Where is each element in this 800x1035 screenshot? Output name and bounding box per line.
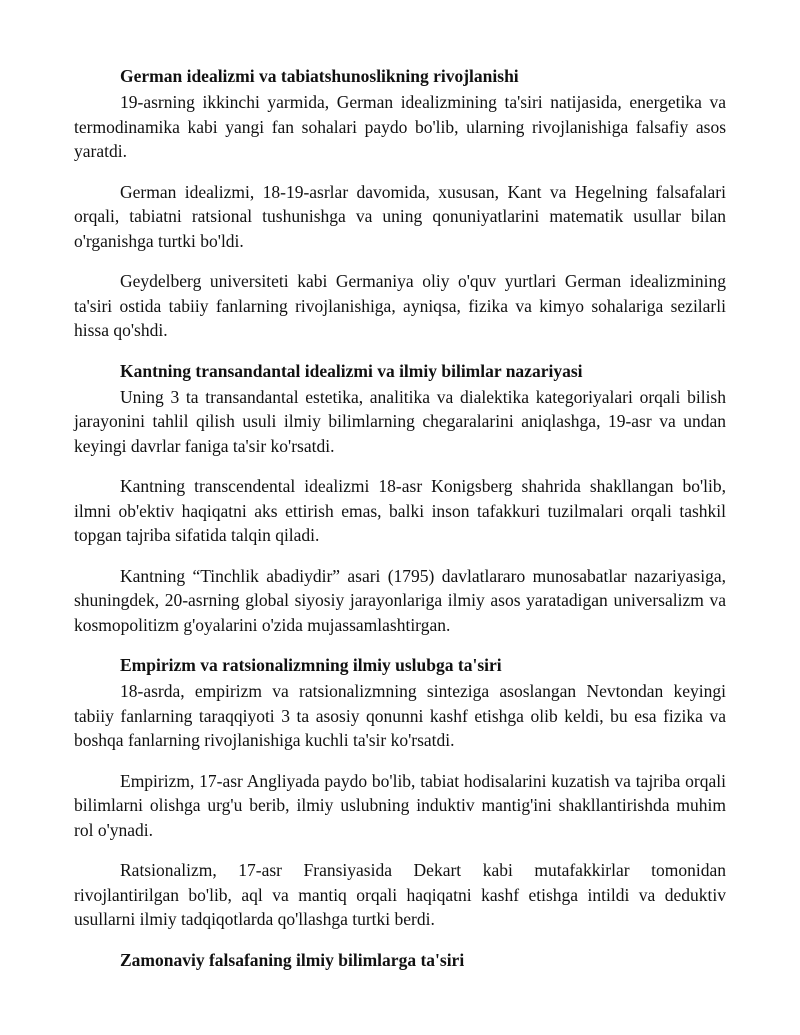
document-page: [74, 64, 726, 976]
paragraph: 19-asrning ikkinchi yarmida, German idealizmining ta'siri natijasida, energetika va termodinamika kabi yangi fan sohalari paydo bo'lib, ularning rivojlanishiga falsafiy asos yaratdi.: [74, 92, 726, 161]
section-heading: Zamonaviy falsafaning ilmiy bilimlarga ta'siri: [120, 949, 465, 970]
paragraph: 18-asrda, empirizm va ratsionalizmning sinteziga asoslangan Nevtondan keyingi tabiiy fanlarning taraqqiyoti 3 ta asosiy qonunni kashf etishga olib keldi, bu esa fizika va boshqa fanlarning rivojlanishiga kuchli ta'sir ko'rsatdi.: [74, 681, 726, 750]
section-kant-idealism: [74, 359, 726, 638]
paragraph: Kantning “Tinchlik abadiydir” asari (1795) davlatlararo munosabatlar nazariyasiga, shuningdek, 20-asrning global siyosiy jarayonlariga ilmiy asos yaratadigan universalizm va kosmopolitizm g'oyalarini o'zida mujassamlashtirgan.: [74, 565, 726, 635]
section-heading: Empirizm va ratsionalizmning ilmiy uslubga ta'siri: [120, 655, 502, 675]
section-heading: Kantning transandantal idealizmi va ilmiy bilimlar nazariyasi: [120, 360, 583, 381]
paragraph: Geydelberg universiteti kabi Germaniya oliy o'quv yurtlari German idealizmining ta'siri ostida tabiiy fanlarning rivojlanishiga, ayniqsa, fizika va kimyo sohalariga sezilarli hissa qo'shdi.: [74, 271, 726, 340]
paragraph: Ratsionalizm, 17-asr Fransiyasida Dekart kabi mutafakkirlar tomonidan rivojlantirilgan bo'lib, aql va mantiq orqali haqiqatni kashf etishga intildi va deduktiv usullarni ilmiy tadqiqotlarda qo'llashga turtki berdi.: [74, 860, 726, 929]
paragraph: Empirizm, 17-asr Angliyada paydo bo'lib, tabiat hodisalarini kuzatish va tajriba orqali bilimlarni olishga urg'u berib, ilmiy uslubning induktiv mantig'ini shakllantirishda muhim rol o'ynadi.: [74, 770, 726, 840]
paragraph: German idealizmi, 18-19-asrlar davomida, xususan, Kant va Hegelning falsafalari orqali, tabiatni ratsional tushunishga va uning qonuniyatlarini matematik usullar bilan o'rganishga turtki bo'ldi.: [74, 181, 726, 251]
section-empiricism-rationalism: [74, 653, 726, 932]
section-german-idealism: [74, 64, 726, 343]
section-heading: German idealizmi va tabiatshunoslikning rivojlanishi: [120, 66, 519, 86]
paragraph: Kantning transcendental idealizmi 18-asr Konigsberg shahrida shakllangan bo'lib, ilmni ob'ektiv haqiqatni aks ettirish emas, balki inson tafakkuri tuzilmalari orqali tashkil topgan tajriba sifatida talqin qiladi.: [74, 476, 726, 545]
paragraph: Uning 3 ta transandantal estetika, analitika va dialektika kategoriyalari orqali bilish jarayonini tahlil qilish usuli ilmiy bilimlarning chegaralarini aniqlashga, 19-asr va undan keyingi davrlar faniga ta'sir ko'rsatdi.: [74, 386, 726, 456]
section-modern-philosophy: [74, 948, 726, 972]
